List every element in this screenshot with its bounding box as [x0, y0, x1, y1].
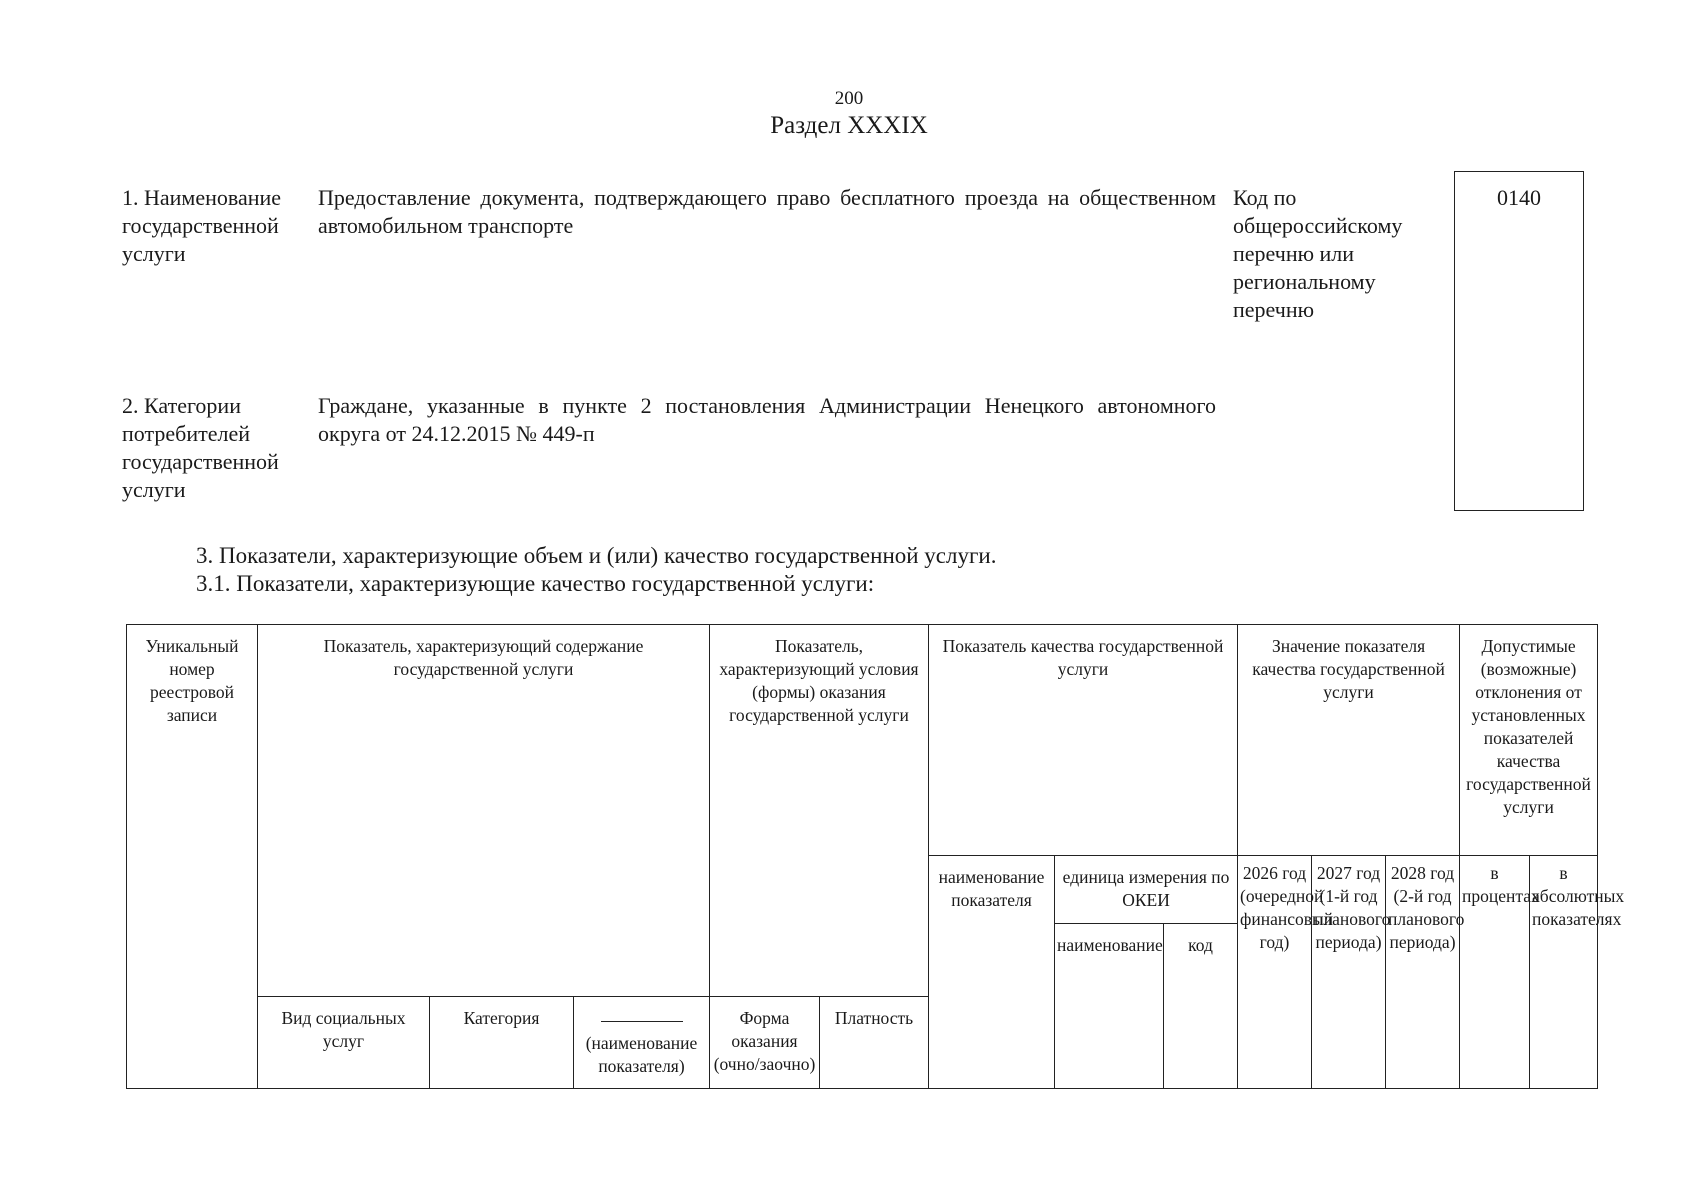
header-year-2027: 2027 год (1-й год планового периода) [1312, 856, 1386, 1089]
blank-underline [601, 1005, 683, 1022]
section3-subheading: 3.1. Показатели, характеризующие качество государственной услуги: [196, 571, 875, 596]
column-indicator-name [574, 997, 710, 1089]
header-year-2028: 2028 год (2-й год планового периода) [1386, 856, 1460, 1089]
header-indicator-value: Значение показателя качества государственной услуги [1238, 625, 1460, 856]
header-unit-name: наименование [1055, 924, 1164, 1089]
header-okei-unit: единица измерения по ОКЕИ [1055, 856, 1238, 924]
header-unit-code: код [1164, 924, 1238, 1089]
item2-text: Граждане, указанные в пункте 2 постановления Администрации Ненецкого автономного округа от 24.12.2015 № 449-п [318, 393, 1216, 446]
item2-label: 2. Категории потребителей государственной услуги [122, 393, 279, 502]
section3-heading: 3. Показатели, характеризующие объем и (или) качество государственной услуги. [196, 543, 997, 568]
item1-text: Предоставление документа, подтверждающего право бесплатного проезда на общественном автомобильном транспорте [318, 185, 1216, 238]
item1-label: 1. Наименование государственной услуги [122, 185, 282, 266]
page-number: 200 [834, 88, 864, 109]
code-label: Код по общероссийскому перечню или региональному перечню [1233, 185, 1403, 322]
header-indicator-name: наименование показателя [929, 856, 1055, 1089]
header-allowed-deviation: Допустимые (возможные) отклонения от установленных показателей качества государственной услуги [1460, 625, 1598, 856]
header-deviation-percent: в процентах [1460, 856, 1530, 1089]
column-indicator-name-text: (наименование показателя) [585, 1033, 698, 1076]
section-title: Раздел XXXIX [770, 112, 928, 139]
header-deviation-absolute: в абсолютных показателях [1530, 856, 1598, 1089]
header-unique-number: Уникальный номер реестровой записи [127, 625, 258, 1089]
header-quality-indicator: Показатель качества государственной услуги [929, 625, 1238, 856]
column-payment: Платность [820, 997, 929, 1089]
column-category: Категория [430, 997, 574, 1089]
header-content-indicator: Показатель, характеризующий содержание государственной услуги [258, 625, 710, 997]
column-service-type: Вид социальных услуг [258, 997, 430, 1089]
header-year-2026: 2026 год (очередной финансовый год) [1238, 856, 1312, 1089]
column-service-form: Форма оказания (очно/заочно) [710, 997, 820, 1089]
header-conditions-indicator: Показатель, характеризующий условия (формы) оказания государственной услуги [710, 625, 929, 997]
quality-indicators-table [126, 624, 1625, 1089]
code-box: 0140 [1454, 171, 1584, 511]
